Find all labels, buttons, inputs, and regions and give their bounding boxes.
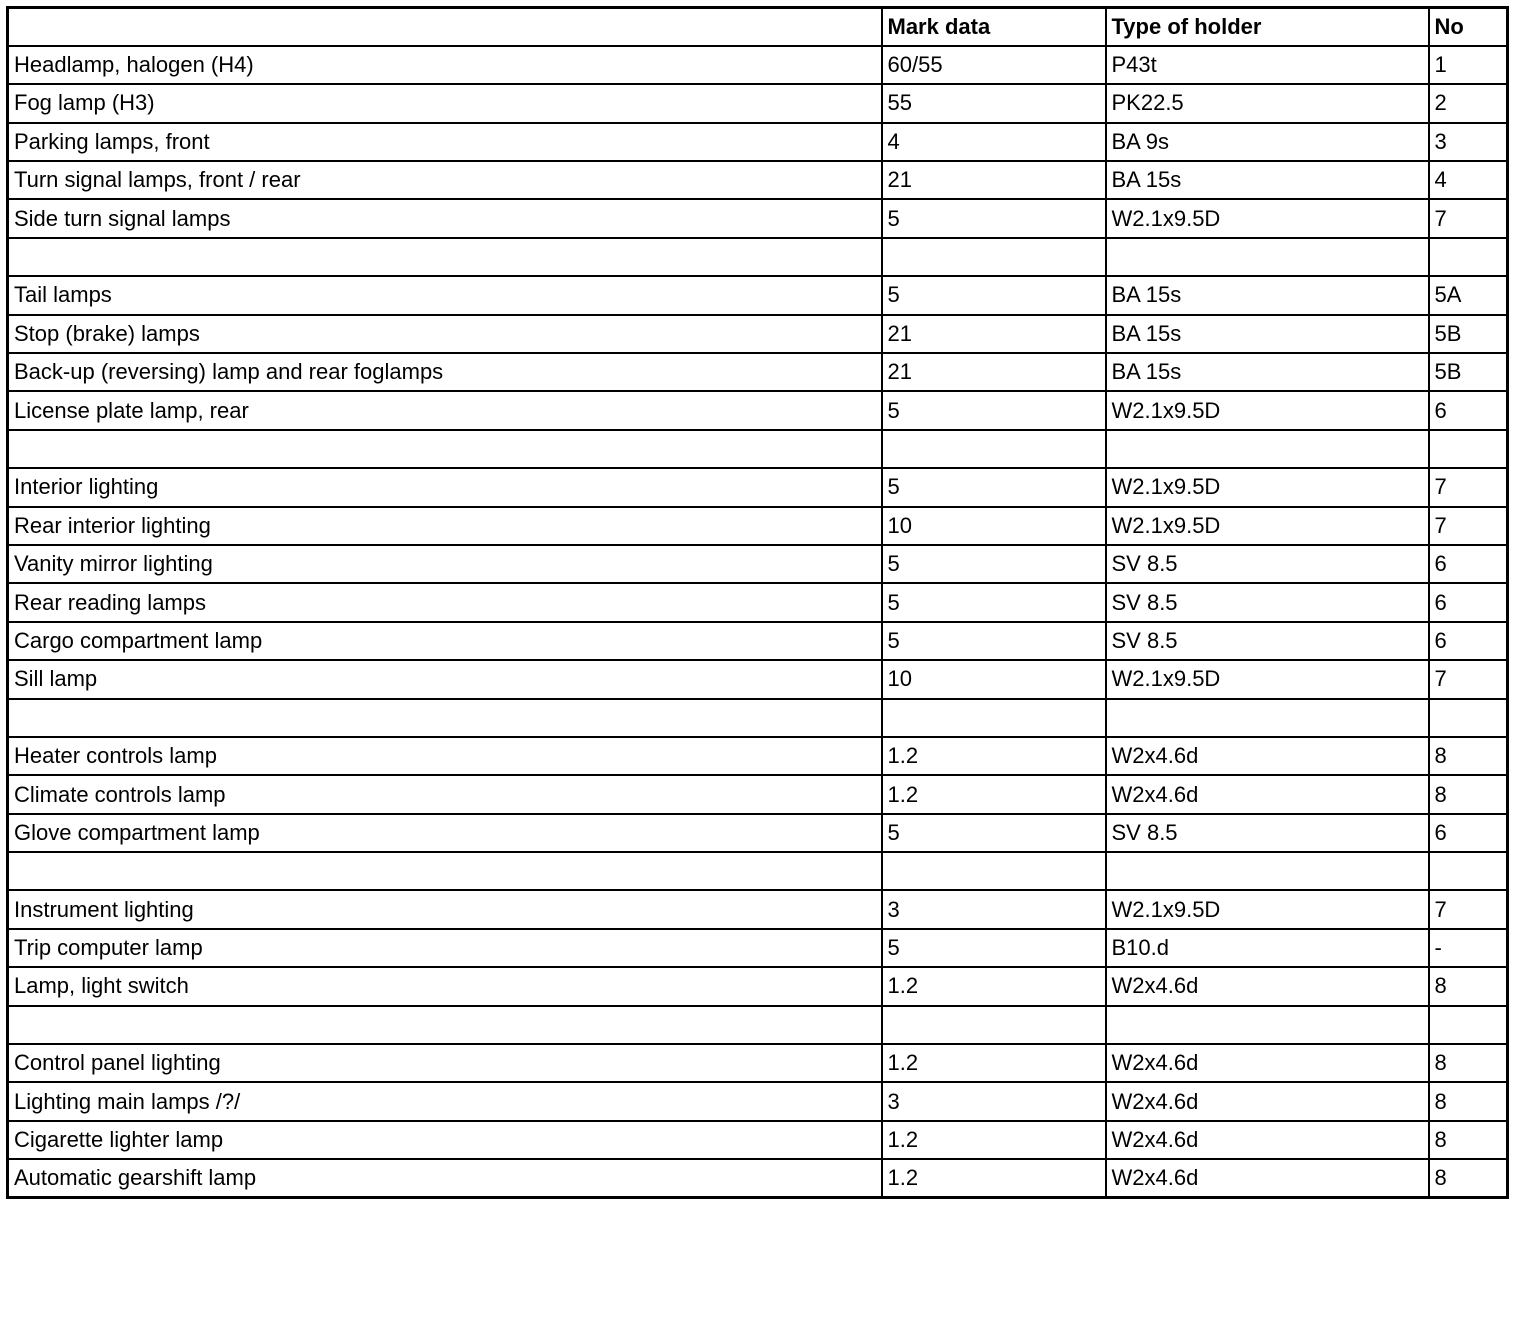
holder-type-cell: BA 9s: [1106, 123, 1429, 161]
holder-type-cell: W2x4.6d: [1106, 1121, 1429, 1159]
description-cell: Parking lamps, front: [8, 123, 882, 161]
mark-data-cell: 21: [882, 315, 1106, 353]
description-cell: Sill lamp: [8, 660, 882, 698]
header-cell-type-of-holder: Type of holder: [1106, 8, 1429, 46]
mark-data-cell: [882, 430, 1106, 468]
holder-type-cell: W2.1x9.5D: [1106, 199, 1429, 237]
table-row: [8, 391, 1508, 429]
number-cell: 8: [1429, 1121, 1508, 1159]
holder-type-cell: [1106, 238, 1429, 276]
table-row: [8, 123, 1508, 161]
mark-data-cell: 21: [882, 161, 1106, 199]
mark-data-cell: 21: [882, 353, 1106, 391]
number-cell: 7: [1429, 507, 1508, 545]
mark-data-cell: 5: [882, 583, 1106, 621]
number-cell: 7: [1429, 890, 1508, 928]
table-row: [8, 699, 1508, 737]
number-cell: 5B: [1429, 315, 1508, 353]
mark-data-cell: [882, 699, 1106, 737]
holder-type-cell: SV 8.5: [1106, 622, 1429, 660]
number-cell: 8: [1429, 1044, 1508, 1082]
number-cell: 5A: [1429, 276, 1508, 314]
number-cell: 6: [1429, 545, 1508, 583]
number-cell: 8: [1429, 737, 1508, 775]
table-row: [8, 545, 1508, 583]
description-cell: Tail lamps: [8, 276, 882, 314]
number-cell: 6: [1429, 391, 1508, 429]
mark-data-cell: 5: [882, 276, 1106, 314]
mark-data-cell: 4: [882, 123, 1106, 161]
mark-data-cell: 5: [882, 814, 1106, 852]
table-row: [8, 660, 1508, 698]
table-row: [8, 507, 1508, 545]
table-row: [8, 890, 1508, 928]
holder-type-cell: [1106, 430, 1429, 468]
table-row: [8, 315, 1508, 353]
number-cell: 4: [1429, 161, 1508, 199]
table-row: [8, 775, 1508, 813]
description-cell: [8, 699, 882, 737]
description-cell: [8, 238, 882, 276]
description-cell: Glove compartment lamp: [8, 814, 882, 852]
holder-type-cell: W2.1x9.5D: [1106, 507, 1429, 545]
table-row: [8, 161, 1508, 199]
number-cell: 8: [1429, 967, 1508, 1005]
mark-data-cell: 5: [882, 545, 1106, 583]
mark-data-cell: [882, 238, 1106, 276]
holder-type-cell: PK22.5: [1106, 84, 1429, 122]
number-cell: [1429, 238, 1508, 276]
description-cell: Heater controls lamp: [8, 737, 882, 775]
table-row: [8, 199, 1508, 237]
number-cell: 1: [1429, 46, 1508, 84]
description-cell: Vanity mirror lighting: [8, 545, 882, 583]
number-cell: 8: [1429, 1082, 1508, 1120]
mark-data-cell: 5: [882, 391, 1106, 429]
mark-data-cell: 5: [882, 199, 1106, 237]
mark-data-cell: 5: [882, 622, 1106, 660]
description-cell: Turn signal lamps, front / rear: [8, 161, 882, 199]
description-cell: [8, 430, 882, 468]
number-cell: [1429, 430, 1508, 468]
mark-data-cell: [882, 1006, 1106, 1044]
mark-data-cell: 5: [882, 929, 1106, 967]
description-cell: Fog lamp (H3): [8, 84, 882, 122]
table-row: [8, 238, 1508, 276]
table-row: [8, 1159, 1508, 1197]
number-cell: 6: [1429, 622, 1508, 660]
description-cell: Climate controls lamp: [8, 775, 882, 813]
description-cell: Interior lighting: [8, 468, 882, 506]
table-row: [8, 46, 1508, 84]
table-row: [8, 1044, 1508, 1082]
mark-data-cell: 3: [882, 1082, 1106, 1120]
table-row: [8, 622, 1508, 660]
header-cell-no: No: [1429, 8, 1508, 46]
description-cell: Lamp, light switch: [8, 967, 882, 1005]
number-cell: 6: [1429, 583, 1508, 621]
description-cell: Trip computer lamp: [8, 929, 882, 967]
holder-type-cell: P43t: [1106, 46, 1429, 84]
holder-type-cell: [1106, 852, 1429, 890]
holder-type-cell: W2.1x9.5D: [1106, 660, 1429, 698]
mark-data-cell: 3: [882, 890, 1106, 928]
holder-type-cell: W2.1x9.5D: [1106, 468, 1429, 506]
number-cell: [1429, 699, 1508, 737]
table-row: [8, 852, 1508, 890]
mark-data-cell: 1.2: [882, 737, 1106, 775]
description-cell: [8, 852, 882, 890]
number-cell: 2: [1429, 84, 1508, 122]
table-row: [8, 737, 1508, 775]
mark-data-cell: 10: [882, 660, 1106, 698]
table-row: [8, 1006, 1508, 1044]
mark-data-cell: 55: [882, 84, 1106, 122]
mark-data-cell: 1.2: [882, 967, 1106, 1005]
description-cell: Cargo compartment lamp: [8, 622, 882, 660]
holder-type-cell: BA 15s: [1106, 353, 1429, 391]
holder-type-cell: SV 8.5: [1106, 814, 1429, 852]
description-cell: Cigarette lighter lamp: [8, 1121, 882, 1159]
description-cell: Instrument lighting: [8, 890, 882, 928]
holder-type-cell: BA 15s: [1106, 161, 1429, 199]
number-cell: 5B: [1429, 353, 1508, 391]
number-cell: 8: [1429, 775, 1508, 813]
description-cell: Stop (brake) lamps: [8, 315, 882, 353]
holder-type-cell: [1106, 699, 1429, 737]
table-row: [8, 468, 1508, 506]
number-cell: 7: [1429, 468, 1508, 506]
holder-type-cell: W2x4.6d: [1106, 775, 1429, 813]
holder-type-cell: W2x4.6d: [1106, 1159, 1429, 1197]
table-row: [8, 276, 1508, 314]
holder-type-cell: W2x4.6d: [1106, 1082, 1429, 1120]
description-cell: Rear interior lighting: [8, 507, 882, 545]
holder-type-cell: SV 8.5: [1106, 545, 1429, 583]
number-cell: 7: [1429, 199, 1508, 237]
description-cell: Side turn signal lamps: [8, 199, 882, 237]
mark-data-cell: 10: [882, 507, 1106, 545]
mark-data-cell: 1.2: [882, 775, 1106, 813]
description-cell: Control panel lighting: [8, 1044, 882, 1082]
mark-data-cell: [882, 852, 1106, 890]
holder-type-cell: BA 15s: [1106, 276, 1429, 314]
table-row: [8, 1121, 1508, 1159]
table-row: [8, 353, 1508, 391]
number-cell: [1429, 852, 1508, 890]
mark-data-cell: 5: [882, 468, 1106, 506]
header-cell-description: [8, 8, 882, 46]
description-cell: Headlamp, halogen (H4): [8, 46, 882, 84]
header-cell-mark-data: Mark data: [882, 8, 1106, 46]
table-header: [8, 8, 1508, 46]
number-cell: 7: [1429, 660, 1508, 698]
description-cell: Lighting main lamps /?/: [8, 1082, 882, 1120]
table-row: [8, 1082, 1508, 1120]
number-cell: 6: [1429, 814, 1508, 852]
holder-type-cell: BA 15s: [1106, 315, 1429, 353]
description-cell: Automatic gearshift lamp: [8, 1159, 882, 1197]
mark-data-cell: 1.2: [882, 1159, 1106, 1197]
description-cell: Rear reading lamps: [8, 583, 882, 621]
table-row: [8, 929, 1508, 967]
holder-type-cell: W2.1x9.5D: [1106, 890, 1429, 928]
table-body: [8, 46, 1508, 1198]
holder-type-cell: B10.d: [1106, 929, 1429, 967]
bulb-specification-table: [6, 6, 1509, 1199]
description-cell: [8, 1006, 882, 1044]
number-cell: -: [1429, 929, 1508, 967]
mark-data-cell: 1.2: [882, 1044, 1106, 1082]
holder-type-cell: W2x4.6d: [1106, 737, 1429, 775]
mark-data-cell: 1.2: [882, 1121, 1106, 1159]
table-row: [8, 84, 1508, 122]
number-cell: [1429, 1006, 1508, 1044]
holder-type-cell: W2.1x9.5D: [1106, 391, 1429, 429]
mark-data-cell: 60/55: [882, 46, 1106, 84]
number-cell: 3: [1429, 123, 1508, 161]
holder-type-cell: W2x4.6d: [1106, 1044, 1429, 1082]
table-row: [8, 583, 1508, 621]
table-row: [8, 967, 1508, 1005]
holder-type-cell: W2x4.6d: [1106, 967, 1429, 1005]
description-cell: License plate lamp, rear: [8, 391, 882, 429]
header-row: [8, 8, 1508, 46]
description-cell: Back-up (reversing) lamp and rear foglamps: [8, 353, 882, 391]
number-cell: 8: [1429, 1159, 1508, 1197]
holder-type-cell: [1106, 1006, 1429, 1044]
table-row: [8, 814, 1508, 852]
table-row: [8, 430, 1508, 468]
holder-type-cell: SV 8.5: [1106, 583, 1429, 621]
